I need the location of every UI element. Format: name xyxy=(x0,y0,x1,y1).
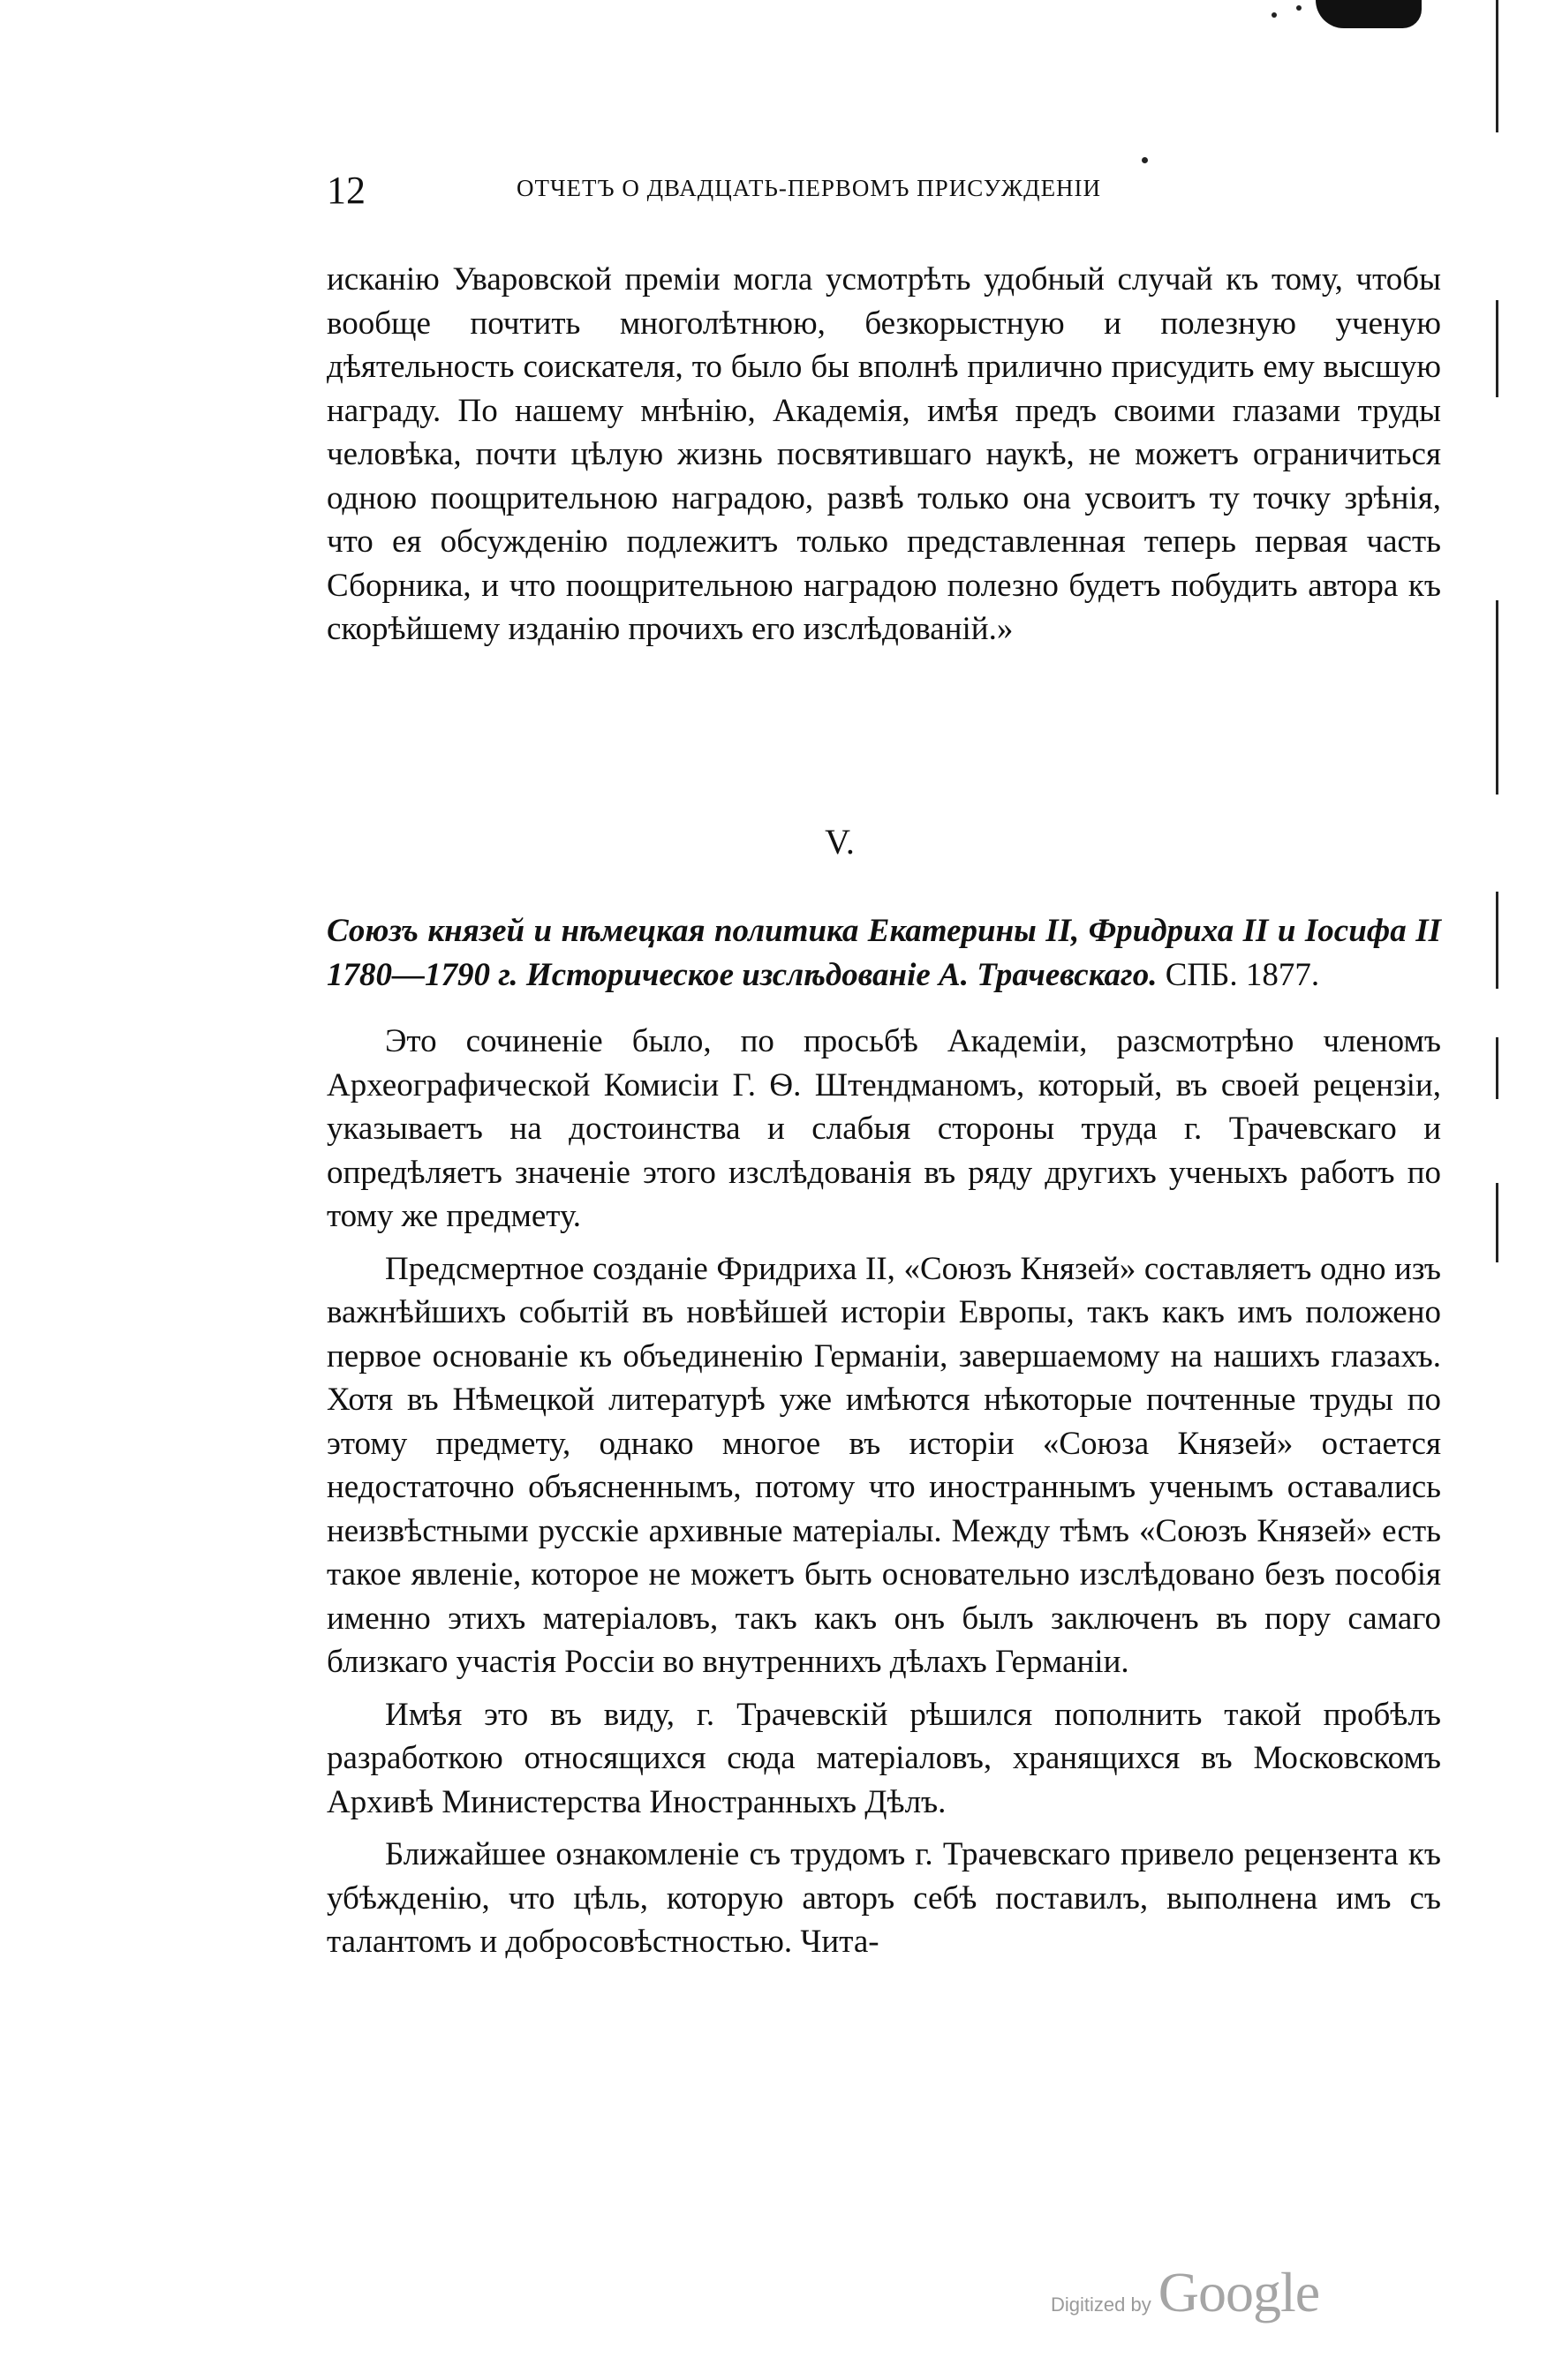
page-edge-line xyxy=(1496,892,1498,989)
section-number: V. xyxy=(825,822,855,862)
running-head: ОТЧЕТЪ О ДВАДЦАТЬ-ПЕРВОМЪ ПРИСУЖДЕНІИ xyxy=(517,175,1102,201)
ink-speck xyxy=(1272,12,1277,18)
page-edge-line xyxy=(1496,1037,1498,1099)
page-edge-line xyxy=(1496,0,1498,132)
watermark-prefix: Digitized by xyxy=(1051,2293,1151,2316)
page-number: 12 xyxy=(327,169,366,212)
ink-speck xyxy=(1142,157,1148,163)
digitized-watermark xyxy=(1051,2260,1319,2325)
page-edge-line xyxy=(1496,1183,1498,1262)
page-edge-line xyxy=(1496,600,1498,795)
publication-info: СПБ. 1877. xyxy=(1157,956,1320,993)
paragraph-continuation: исканію Уваровской преміи могла усмотрѣть удобный случай къ тому, чтобы вообще почтить многолѣтнюю, безкорыстную и полезную ученую дѣятельность соискателя, то было бы вполнѣ прилично присудить ему высшую награду. По нашему мнѣнію, Академія, имѣя предъ своими глазами труды человѣка, почти цѣлую жизнь посвятившаго наукѣ, не можетъ ограничиться одною поощрительною наградою, развѣ только она усвоитъ ту точку зрѣнія, что ея обсужденію подлежитъ только представленная теперь первая часть Сборника, и что поощрительною наградою полезно будетъ побудить автора къ скорѣйшему изданію прочихъ его изслѣдованій.» xyxy=(327,261,1441,647)
top-text-block xyxy=(327,258,1441,651)
paragraph: Это сочиненіе было, по просьбѣ Академіи, разсмотрѣно членомъ Археографической Комисіи Г. Ѳ. Штендманомъ, который, въ своей рецензіи, указываетъ на достоинства и слабыя стороны труда г. Трачевскаго и опредѣляетъ значеніе этого изслѣдованія въ ряду другихъ ученыхъ работъ по тому же предмету. xyxy=(327,1023,1441,1234)
section-title xyxy=(327,909,1441,997)
paragraph: Имѣя это въ виду, г. Трачевскій рѣшился пополнить такой пробѣлъ разработкою относящихся сюда матеріаловъ, хранящихся въ Московскомъ Архивѣ Министерства Иностранныхъ Дѣлъ. xyxy=(327,1696,1441,1820)
ink-blot xyxy=(1316,0,1422,28)
book-title: Союзъ князей и нѣмецкая политика Екатерины II, Фридриха II и Іосифа II 1780—1790 г. Историческое изслѣдованіе А. Трачевскаго. xyxy=(327,913,1441,993)
page-edge-line xyxy=(1496,300,1498,397)
paragraph: Предсмертное созданіе Фридриха II, «Союзъ Князей» составляетъ одно изъ важнѣйшихъ событій въ новѣйшей исторіи Европы, такъ какъ имъ положено первое основаніе къ объединенію Германіи, завершаемому на нашихъ глазахъ. Хотя въ Нѣмецкой литературѣ уже имѣются нѣкоторые почтенные труды по этому предмету, однако многое въ исторіи «Союза Князей» остается недостаточно объясненнымъ, потому что иностраннымъ ученымъ оставались неизвѣстными русскіе архивные матеріалы. Между тѣмъ «Союзъ Князей» есть такое явленіе, которое не можетъ быть основательно изслѣдовано безъ пособія именно этихъ матеріаловъ, такъ какъ онъ былъ заключенъ въ пору самаго близкаго участія Россіи во внутреннихъ дѣлахъ Германіи. xyxy=(327,1250,1441,1680)
paragraph: Ближайшее ознакомленіе съ трудомъ г. Трачевскаго привело рецензента къ убѣжденію, что цѣль, которую авторъ себѣ поставилъ, выполнена имъ съ талантомъ и добросовѣстностью. Чита- xyxy=(327,1836,1441,1960)
google-logo: Google xyxy=(1158,2261,1320,2324)
section-body xyxy=(327,909,1441,1964)
ink-speck xyxy=(1296,5,1302,11)
